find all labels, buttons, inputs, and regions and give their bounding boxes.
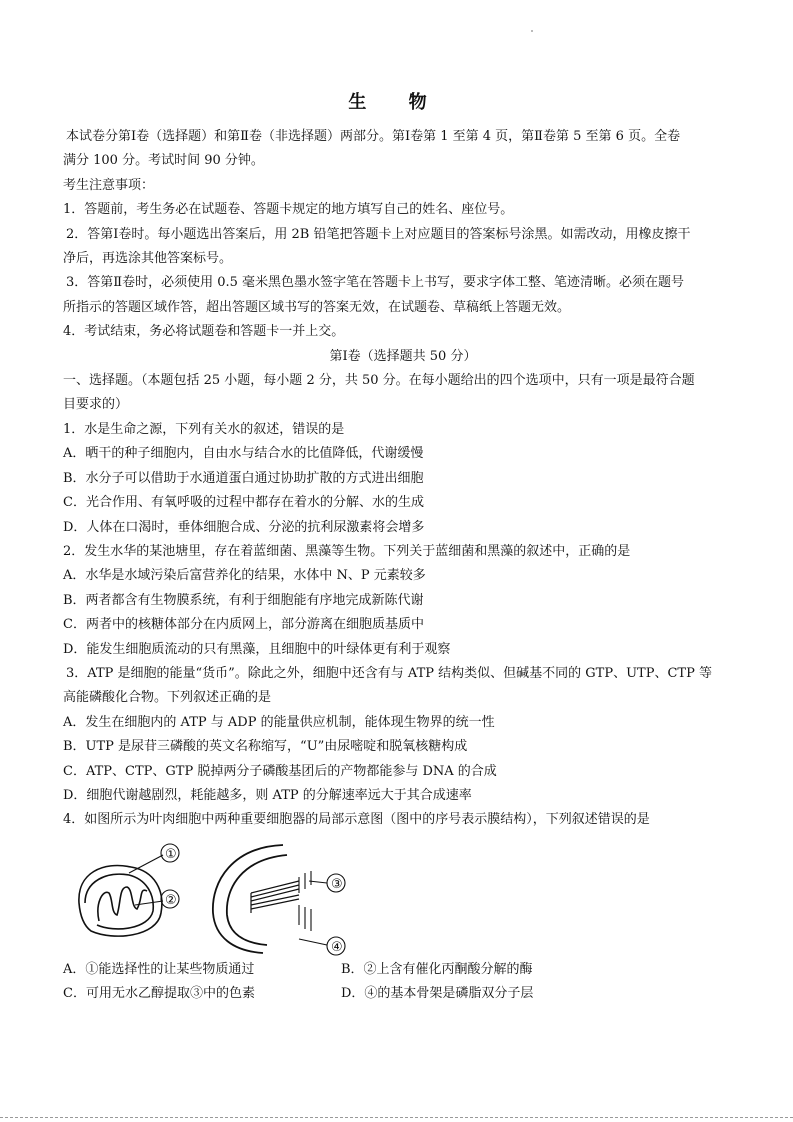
part-title: 第Ⅰ卷（选择题共 50 分） [329,348,477,364]
notice-item: 净后，再选涂其他答案标号。 [63,251,233,267]
notice-item: 1．答题前，考生务必在试题卷、答题卡规定的地方填写自己的姓名、座位号。 [63,202,514,218]
option-c: C．可用无水乙醇提取③中的色素 [63,986,255,1002]
option-c: C．两者中的核糖体部分在内质网上，部分游离在细胞质基质中 [63,617,424,633]
option-a: A．晒干的种子细胞内，自由水与结合水的比值降低，代谢缓慢 [63,446,424,462]
mitochondrion-drawing [79,855,163,936]
label-2: ② [165,892,177,908]
label-3: ③ [331,876,343,892]
option-a: A．发生在细胞内的 ATP 与 ADP 的能量供应机制，能体现生物界的统一性 [63,714,495,730]
notice-heading: 考生注意事项： [63,177,155,193]
section-instructions: 目要求的） [63,397,129,413]
option-c: C．ATP、CTP、GTP 脱掉两分子磷酸基团后的产物都能参与 DNA 的合成 [63,763,497,779]
option-a: A．①能选择性的让某些物质通过 [63,961,255,977]
notice-item: 2．答第Ⅰ卷时。每小题选出答案后，用 2B 铅笔把答题卡上对应题目的答案标号涂黑。如需改动，用橡皮擦干 [66,226,691,242]
section-instructions: 一、选择题。（本题包括 25 小题，每小题 2 分，共 50 分。在每小题给出的四个选项中，只有一项是最符合题 [63,373,695,389]
notice-item: 4．考试结束，务必将试题卷和答题卡一并上交。 [63,324,345,340]
notice-item: 3．答第Ⅱ卷时，必须使用 0.5 毫米黑色墨水签字笔在答题卡上书写，要求字体工整、笔迹清晰。必须在题号 [66,275,685,291]
option-b: B．两者都含有生物膜系统，有利于细胞能有序地完成新陈代谢 [63,592,424,608]
page-title: 生 物 [348,92,445,113]
intro-line: 满分 100 分。考试时间 90 分钟。 [63,153,264,169]
option-b: B．UTP 是尿苷三磷酸的英文名称缩写，“U”由尿嘧啶和脱氧核糖构成 [63,739,468,755]
intro-line: 本试卷分第Ⅰ卷（选择题）和第Ⅱ卷（非选择题）两部分。第Ⅰ卷第 1 至第 4 页，第Ⅱ卷第 5 至第 6 页。全卷 [66,129,681,144]
question-stem: 2．发生水华的某池塘里，存在着蓝细菌、黑藻等生物。下列关于蓝细菌和黑藻的叙述中，正确的是 [63,543,631,559]
figure-labels [161,844,345,955]
label-4: ④ [331,939,343,955]
page-bottom-divider [0,1117,793,1118]
exam-content [63,125,743,1007]
question-stem: 4．如图所示为叶肉细胞中两种重要细胞器的局部示意图（图中的序号表示膜结构），下列叙述错误的是 [63,812,650,828]
question-stem: 1．水是生命之源，下列有关水的叙述，错误的是 [63,421,345,437]
chloroplast-drawing [213,845,327,953]
question-stem: 高能磷酸化合物。下列叙述正确的是 [63,690,272,706]
scan-dot [531,30,533,32]
question-stem: 3．ATP 是细胞的能量“货币”。除此之外，细胞中还含有与 ATP 结构类似、但碱基不同的 GTP、UTP、CTP 等 [66,665,712,681]
option-d: D．人体在口渴时，垂体细胞合成、分泌的抗利尿激素将会增多 [63,519,425,535]
organelle-diagram [73,833,373,958]
option-d: D．④的基本骨架是磷脂双分子层 [341,986,534,1002]
organelle-figure [63,833,743,958]
option-c: C．光合作用、有氧呼吸的过程中都存在着水的分解、水的生成 [63,495,424,511]
notice-item: 所指示的答题区域作答，超出答题区域书写的答案无效，在试题卷、草稿纸上答题无效。 [63,299,571,315]
label-1: ① [165,846,177,862]
option-b: B．②上含有催化丙酮酸分解的酶 [341,961,533,977]
option-b: B．水分子可以借助于水通道蛋白通过协助扩散的方式进出细胞 [63,470,424,486]
q4-options [63,958,743,1007]
option-a: A．水华是水域污染后富营养化的结果，水体中 N、P 元素较多 [63,568,426,584]
option-d: D．能发生细胞质流动的只有黑藻，且细胞中的叶绿体更有利于观察 [63,641,451,657]
option-d: D．细胞代谢越剧烈，耗能越多，则 ATP 的分解速率远大于其合成速率 [63,787,472,803]
